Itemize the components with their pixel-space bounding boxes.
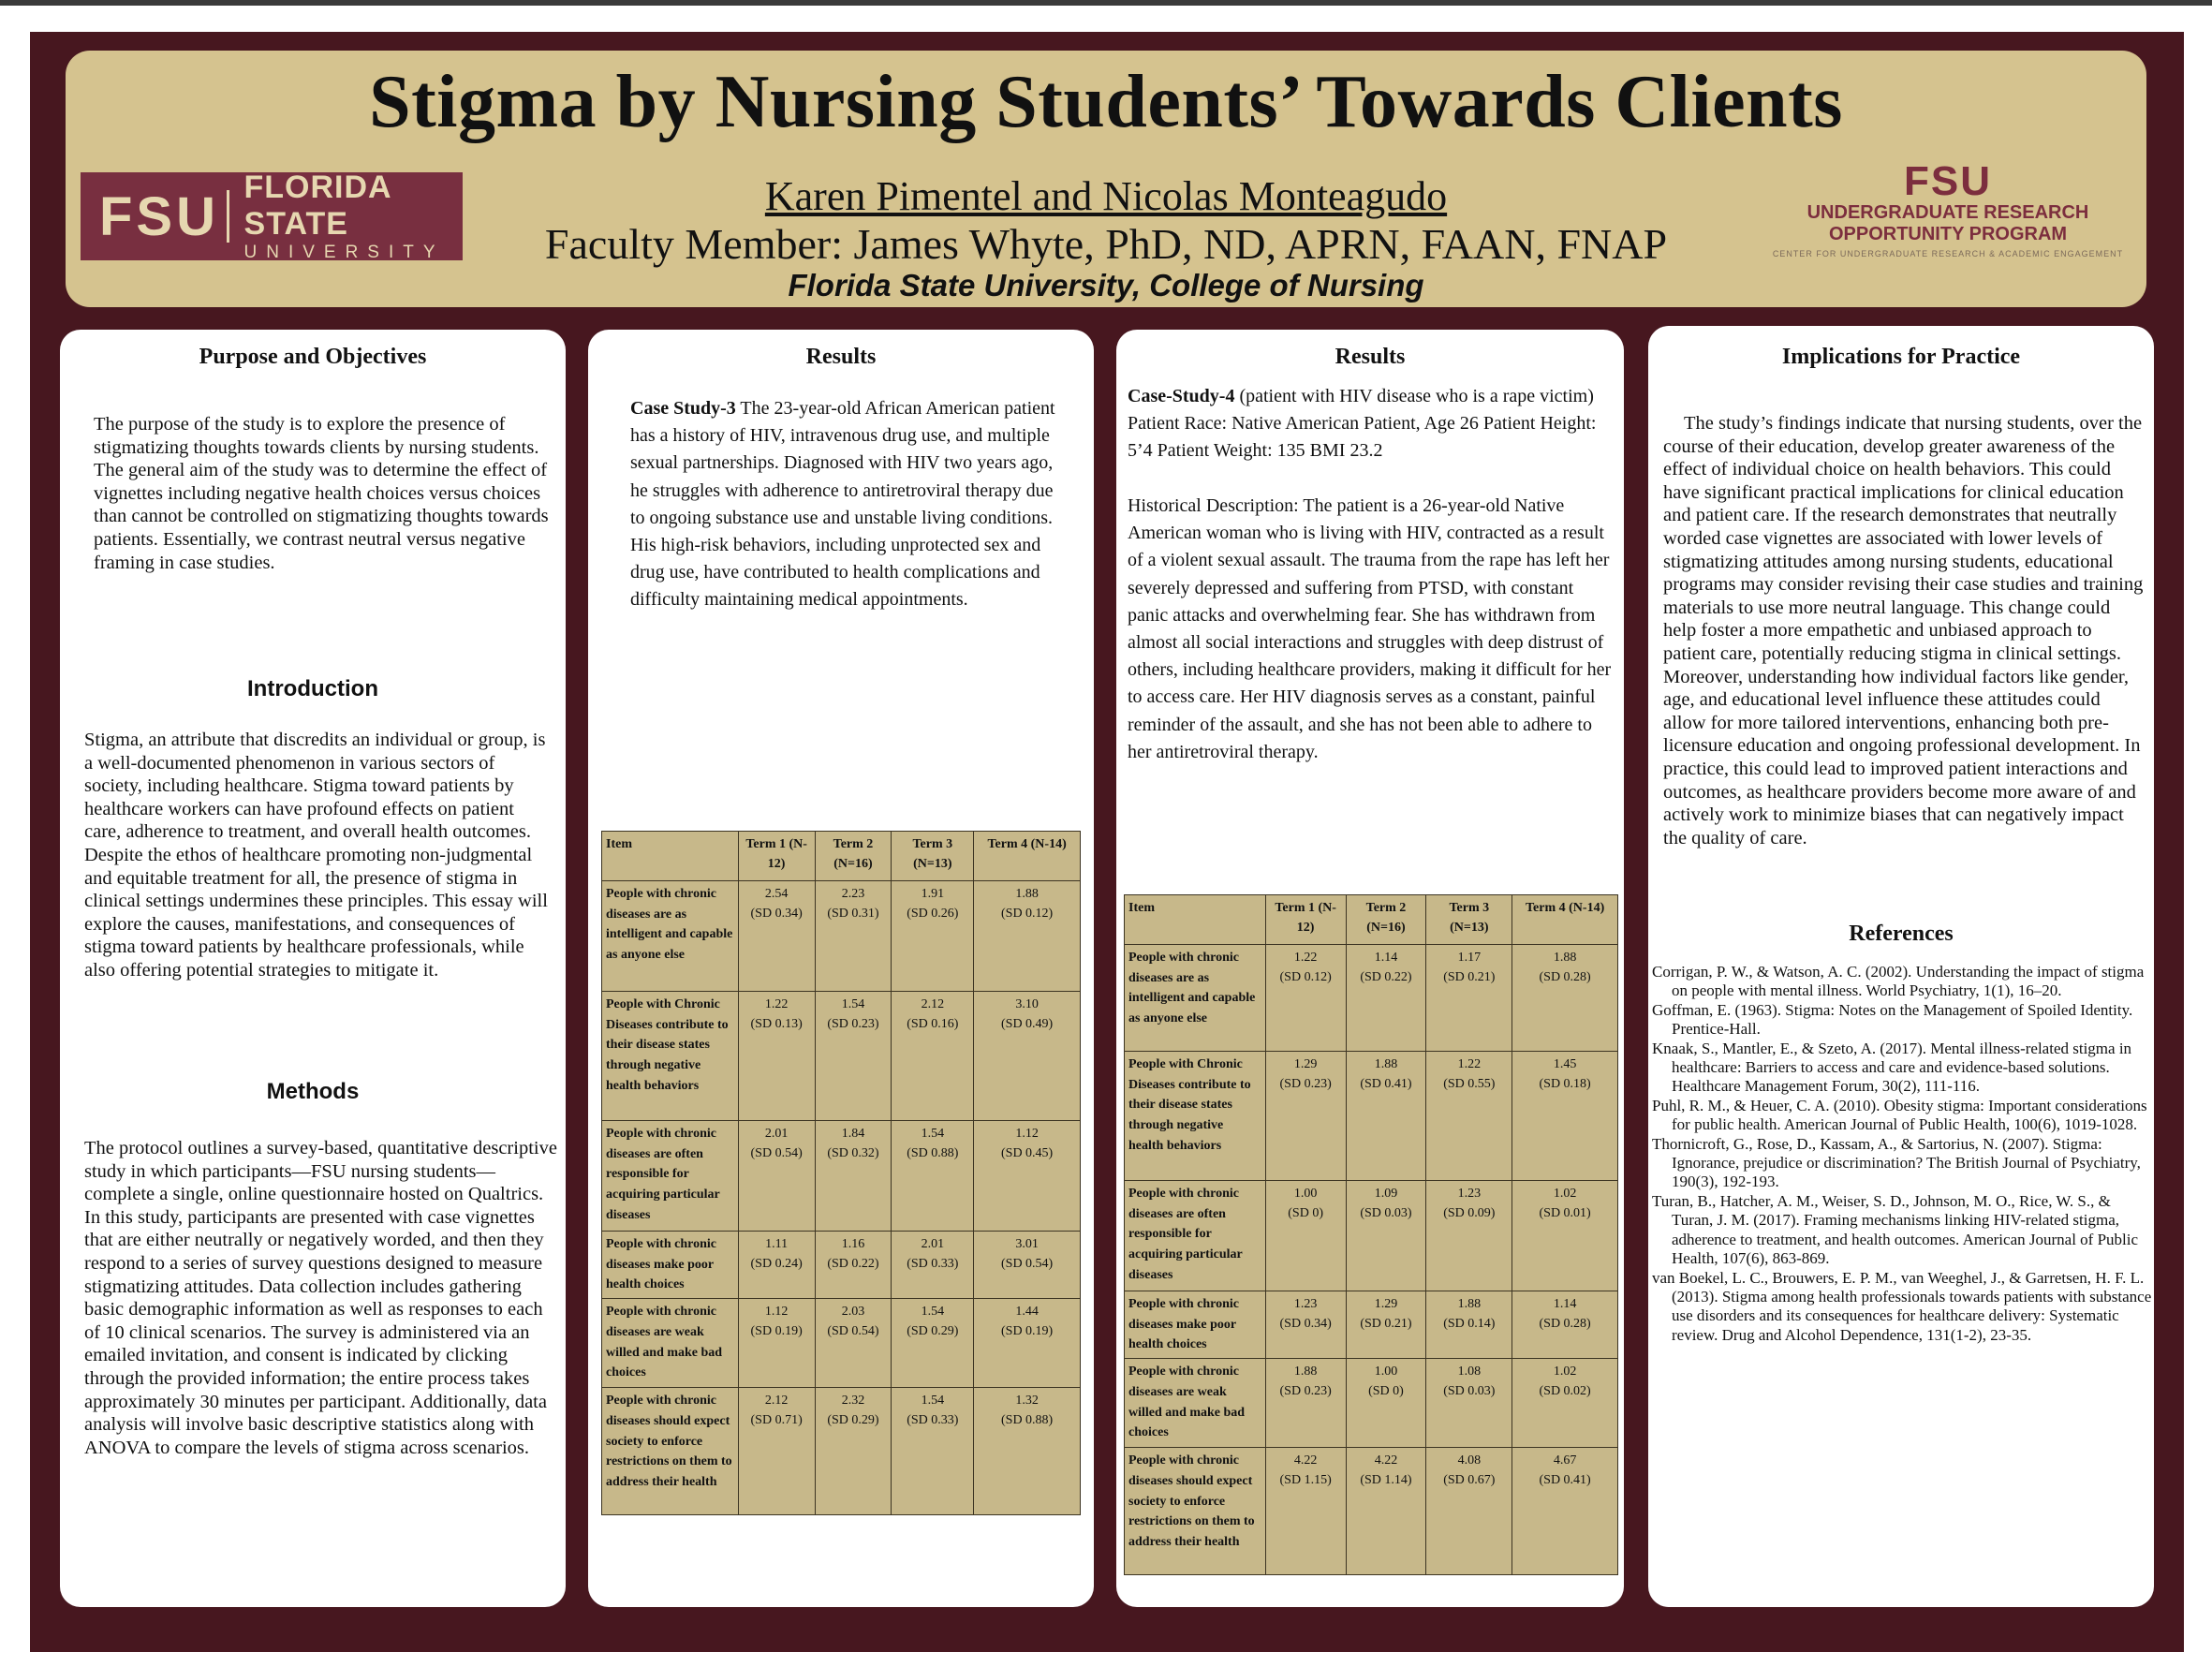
table-value-cell	[1346, 1181, 1426, 1291]
mean-value: 1.12	[1015, 1127, 1039, 1141]
reference-item: Corrigan, P. W., & Watson, A. C. (2002). Understanding the impact of stigma on people with mental illness. World Psychiatry, 1(1), 16–20.	[1652, 963, 2145, 1000]
table-value-cell	[974, 992, 1081, 1121]
table-value-cell	[815, 992, 892, 1121]
reference-item: Puhl, R. M., & Heuer, C. A. (2010). Obesity stigma: Important considerations for public health. American Journal of Public Health, 100(6), 1019-1028.	[1652, 1096, 2147, 1134]
urop-logo-mark: FSU	[1904, 158, 1992, 204]
implications-text: The study’s findings indicate that nursing students, over the course of their education, develop greater awareness of the effect of individual choice on health behaviors. This could have significant practical implications for clinical education and patient care. If the research demonstrates that neutrally worded case vignettes are associated with lower levels of stigmatizing attitudes among nursing students, educational programs may consider revising their case studies and training materials to use more neutral language. This change could help foster a more empathetic and unbiased approach to patient care, potentially reducing stigma in clinical settings. Moreover, understanding how individual factors like gender, age, and educational level influence these attitudes could allow for more tailored interventions, enhancing both pre-licensure education and ongoing professional development. In practice, this could lead to improved patient interactions and outcomes, as healthcare providers become more aware of and actively work to minimize biases that can negatively impact the quality of care.	[1663, 413, 2144, 848]
table-item-cell: People with chronic diseases make poor health choices	[602, 1232, 739, 1299]
case-study-3-text: The 23-year-old African American patient has a history of HIV, intravenous drug use, and multiple sexual partnerships. Diagnosed with HIV two years ago, he struggles with adherence to antiretroviral therapy due to ongoing substance use and unstable living conditions. His high-risk behaviors, including unprotected sex and drug use, have contributed to health complications and difficulty maintaining medical appointments.	[630, 398, 1055, 611]
mean-value: 1.91	[921, 887, 945, 901]
table-value-cell	[738, 1388, 815, 1515]
mean-value: 4.67	[1553, 1453, 1577, 1468]
table-header-row	[1125, 895, 1618, 945]
sd-value: (SD 0.24)	[750, 1257, 803, 1271]
faculty-member: Faculty Member: James Whyte, PhD, ND, APRN, FAAN, FNAP	[544, 220, 1668, 268]
mean-value: 1.54	[841, 997, 865, 1011]
urop-logo	[1751, 158, 2145, 258]
table-value-cell	[974, 1121, 1081, 1232]
mean-value: 1.14	[1374, 951, 1398, 965]
fsu-logo-name: FLORIDA STATE	[243, 170, 391, 242]
mean-value: 1.54	[921, 1394, 945, 1409]
table-item-cell: People with chronic diseases are as intelligent and capable as anyone else	[1125, 945, 1266, 1052]
table-value-cell	[1512, 1052, 1618, 1181]
mean-value: 1.44	[1015, 1305, 1039, 1320]
table-header-cell: Term 2 (N=16)	[1346, 895, 1426, 945]
reference-item: Goffman, E. (1963). Stigma: Notes on the Management of Spoiled Identity. Prentice-Hall.	[1652, 1000, 2133, 1039]
mean-value: 2.23	[841, 887, 865, 901]
results-table-case3	[601, 831, 1081, 1515]
table-value-cell	[1265, 1359, 1346, 1448]
sd-value: (SD 0.28)	[1539, 1317, 1591, 1331]
urop-logo-line3: CENTER FOR UNDERGRADUATE RESEARCH & ACADEMIC ENGAGEMENT	[1772, 249, 2124, 258]
table-value-cell	[815, 1299, 892, 1388]
sd-value: (SD 0.26)	[907, 907, 959, 921]
table-row	[602, 992, 1081, 1121]
mean-value: 1.88	[1015, 887, 1039, 901]
mean-value: 1.22	[1293, 951, 1318, 965]
results-table-case4	[1124, 894, 1618, 1575]
sd-value: (SD 0.09)	[1443, 1206, 1496, 1220]
mean-value: 1.23	[1457, 1187, 1482, 1201]
table-item-cell: People with chronic diseases are weak willed and make bad choices	[602, 1299, 739, 1388]
sd-value: (SD 0.54)	[827, 1324, 879, 1339]
sd-value: (SD 0)	[1288, 1206, 1323, 1220]
sd-value: (SD 0.29)	[827, 1413, 879, 1428]
panel-purpose-intro-methods	[60, 330, 566, 1607]
mean-value: 1.08	[1457, 1365, 1482, 1379]
table-row	[602, 881, 1081, 992]
results-heading: Results	[1335, 345, 1406, 369]
table-value-cell	[738, 881, 815, 992]
mean-value: 1.29	[1293, 1057, 1318, 1071]
table-header-cell: Term 3 (N=13)	[892, 832, 974, 881]
table-row	[1125, 945, 1618, 1052]
mean-value: 1.88	[1457, 1297, 1482, 1311]
table-value-cell	[815, 1232, 892, 1299]
sd-value: (SD 0.54)	[750, 1146, 803, 1160]
table-item-cell: People with chronic diseases are often responsible for acquiring particular diseases	[1125, 1181, 1266, 1291]
table-row	[1125, 1448, 1618, 1575]
table-value-cell	[738, 1121, 815, 1232]
reference-item: Knaak, S., Mantler, E., & Szeto, A. (2017). Mental illness-related stigma in healthcare: Barriers to access and care and evidence-based solutions. Healthcare Management Forum, 30(2), 111-116.	[1652, 1039, 2132, 1096]
references-list	[1652, 963, 2152, 1345]
table-value-cell	[892, 1121, 974, 1232]
methods-text: The protocol outlines a survey‐based, quantitative descriptive study in which participants—FSU nursing students—complete a single, online questionnaire hosted on Qualtrics. In this study, participants are presented with case vignettes that are either neutrally or negatively worded, and then they respond to a series of survey questions designed to measure stigmatizing attitudes. Data collection includes gathering basic demographic information as well as responses to each of 10 clinical scenarios. The survey is administered via an emailed invitation, and consent is indicated by clicking through the provided information; the entire process takes approximately 30 minutes per participant. Additionally, data analysis will involve basic descriptive statistics along with ANOVA to compare the levels of stigma across scenarios.	[84, 1138, 557, 1458]
mean-value: 1.88	[1553, 951, 1577, 965]
sd-value: (SD 0.23)	[1279, 1384, 1332, 1399]
table-row	[1125, 1359, 1618, 1448]
table-row	[602, 1121, 1081, 1232]
table-value-cell	[1512, 945, 1618, 1052]
table-row	[1125, 1181, 1618, 1291]
mean-value: 4.22	[1293, 1453, 1318, 1468]
mean-value: 1.54	[921, 1305, 945, 1320]
panel-results-case3	[588, 330, 1094, 1607]
table-row	[602, 1232, 1081, 1299]
table-value-cell	[892, 1388, 974, 1515]
table-row	[1125, 1291, 1618, 1359]
sd-value: (SD 0.41)	[1360, 1077, 1412, 1091]
table-header-cell: Term 2 (N=16)	[815, 832, 892, 881]
table-item-cell: People with chronic diseases are often responsible for acquiring particular diseases	[602, 1121, 739, 1232]
mean-value: 1.00	[1293, 1187, 1318, 1201]
table-row	[1125, 1052, 1618, 1181]
sd-value: (SD 0.03)	[1443, 1384, 1496, 1399]
sd-value: (SD 0.45)	[1001, 1146, 1054, 1160]
table-value-cell	[1512, 1359, 1618, 1448]
table-header-cell: Term 3 (N=13)	[1426, 895, 1512, 945]
implications-heading: Implications for Practice	[1781, 345, 2021, 369]
table-value-cell	[892, 1232, 974, 1299]
references-heading: References	[1849, 922, 1954, 946]
sd-value: (SD 0.49)	[1001, 1017, 1054, 1031]
urop-logo-line1: UNDERGRADUATE RESEARCH	[1806, 202, 2089, 223]
mean-value: 4.22	[1374, 1453, 1398, 1468]
table-value-cell	[738, 1232, 815, 1299]
table-header-cell: Term 1 (N-12)	[1265, 895, 1346, 945]
sd-value: (SD 0.14)	[1443, 1317, 1496, 1331]
case-study-4	[1128, 383, 1615, 465]
sd-value: (SD 0.33)	[907, 1413, 959, 1428]
mean-value: 1.45	[1553, 1057, 1577, 1071]
introduction-text: Stigma, an attribute that discredits an individual or group, is a well-documented phenomenon in various sectors of society, including healthcare. Stigma toward patients by healthcare workers can have profound effects on patient care, adherence to treatment, and overall health outcomes. Despite the ethos of healthcare promoting non-judgmental and equitable treatment for all, the presence of stigma in clinical settings undermines these principles. This essay will explore the causes, manifestations, and consequences of stigma toward patients by healthcare professionals, while also offering potential strategies to mitigate it.	[84, 730, 548, 981]
purpose-text: The purpose of the study is to explore the presence of stigmatizing thoughts towards clients by nursing students. The general aim of the study was to determine the effect of vignettes including negative health choices versus choices than cannot be controlled on stigmatizing thoughts towards patients. Essentially, we contrast neutral versus negative framing in case studies.	[94, 414, 549, 573]
table-value-cell	[1346, 1359, 1426, 1448]
sd-value: (SD 0.71)	[750, 1413, 803, 1428]
table-item-cell: People with chronic diseases should expect society to enforce restrictions on them to address their health	[1125, 1448, 1266, 1575]
fsu-logo-sub: UNIVERSITY	[243, 243, 445, 262]
mean-value: 1.84	[841, 1127, 865, 1141]
college-name: Florida State University, College of Nursing	[788, 268, 1424, 302]
table-value-cell	[815, 1388, 892, 1515]
poster-header	[66, 51, 2146, 307]
table-value-cell	[974, 1299, 1081, 1388]
authors: Karen Pimentel and Nicolas Monteagudo	[764, 173, 1448, 219]
mean-value: 2.01	[764, 1127, 789, 1141]
mean-value: 1.02	[1553, 1365, 1577, 1379]
sd-value: (SD 0.16)	[907, 1017, 959, 1031]
table-value-cell	[1265, 1291, 1346, 1359]
sd-value: (SD 0.01)	[1539, 1206, 1591, 1220]
fsu-logo-mark: FSU	[99, 185, 219, 247]
table-item-cell: People with Chronic Diseases contribute to their disease states through negative health behaviors	[1125, 1052, 1266, 1181]
mean-value: 2.54	[764, 887, 789, 901]
table-value-cell	[1265, 945, 1346, 1052]
sd-value: (SD 0.67)	[1443, 1473, 1496, 1488]
sd-value: (SD 0.55)	[1443, 1077, 1496, 1091]
table-row	[602, 1388, 1081, 1515]
table-item-cell: People with chronic diseases should expect society to enforce restrictions on them to address their health	[602, 1388, 739, 1515]
mean-value: 1.09	[1374, 1187, 1398, 1201]
mean-value: 2.01	[921, 1237, 945, 1251]
table-value-cell	[1512, 1181, 1618, 1291]
table-value-cell	[892, 992, 974, 1121]
table-header-cell: Item	[602, 832, 739, 881]
sd-value: (SD 0.22)	[1360, 970, 1412, 984]
mean-value: 1.23	[1293, 1297, 1318, 1311]
table-value-cell	[815, 1121, 892, 1232]
mean-value: 1.02	[1553, 1187, 1577, 1201]
poster-title: Stigma by Nursing Students’ Towards Clients	[369, 61, 1843, 143]
mean-value: 1.16	[841, 1237, 865, 1251]
table-value-cell	[1426, 1291, 1512, 1359]
mean-value: 2.32	[841, 1394, 865, 1409]
sd-value: (SD 0.29)	[907, 1324, 959, 1339]
sd-value: (SD 0.12)	[1001, 907, 1054, 921]
sd-value: (SD 0.19)	[750, 1324, 803, 1339]
case-study-3-label: Case Study-3	[630, 398, 736, 419]
mean-value: 4.08	[1457, 1453, 1482, 1468]
sd-value: (SD 0.88)	[1001, 1413, 1054, 1428]
table-row	[602, 1299, 1081, 1388]
case-study-4-label: Case-Study-4	[1128, 386, 1235, 406]
sd-value: (SD 0.41)	[1539, 1473, 1591, 1488]
purpose-heading: Purpose and Objectives	[199, 345, 427, 369]
introduction-heading: Introduction	[247, 676, 378, 701]
mean-value: 1.32	[1015, 1394, 1039, 1409]
mean-value: 1.00	[1374, 1365, 1398, 1379]
sd-value: (SD 0.23)	[827, 1017, 879, 1031]
sd-value: (SD 0.54)	[1001, 1257, 1054, 1271]
table-value-cell	[1265, 1181, 1346, 1291]
mean-value: 1.12	[764, 1305, 789, 1320]
sd-value: (SD 0.21)	[1360, 1317, 1412, 1331]
sd-value: (SD 0.28)	[1539, 970, 1591, 984]
sd-value: (SD 0.32)	[827, 1146, 879, 1160]
table-header-cell: Item	[1125, 895, 1266, 945]
table-item-cell: People with chronic diseases are weak willed and make bad choices	[1125, 1359, 1266, 1448]
mean-value: 1.88	[1293, 1365, 1318, 1379]
table-value-cell	[1426, 1359, 1512, 1448]
reference-item: van Boekel, L. C., Brouwers, E. P. M., van Weeghel, J., & Garretsen, H. F. L. (2013). Stigma among health professionals towards patients with substance use disorders and its consequences for healthcare delivery: Systematic review. Drug and Alcohol Dependence, 131(1-2), 23-35.	[1652, 1268, 2152, 1344]
table-header-cell: Term 4 (N-14)	[1512, 895, 1618, 945]
table-value-cell	[738, 1299, 815, 1388]
results-heading: Results	[805, 345, 877, 369]
mean-value: 3.01	[1015, 1237, 1039, 1251]
sd-value: (SD 0.03)	[1360, 1206, 1412, 1220]
sd-value: (SD 0.34)	[1279, 1317, 1332, 1331]
mean-value: 1.17	[1457, 951, 1482, 965]
sd-value: (SD 0.13)	[750, 1017, 803, 1031]
table-value-cell	[1346, 945, 1426, 1052]
mean-value: 1.14	[1553, 1297, 1577, 1311]
mean-value: 3.10	[1015, 997, 1039, 1011]
sd-value: (SD 0.21)	[1443, 970, 1496, 984]
sd-value: (SD 1.14)	[1360, 1473, 1412, 1488]
sd-value: (SD 0.19)	[1001, 1324, 1054, 1339]
table-value-cell	[1512, 1291, 1618, 1359]
sd-value: (SD 0.23)	[1279, 1077, 1332, 1091]
case-study-4-history: Historical Description: The patient is a 26-year-old Native American woman who is living with HIV, contracted as a result of a violent sexual assault. The trauma from the rape has left her severely depressed and suffering from PTSD, with constant panic attacks and overwhelming fear. She has withdrawn from almost all social interactions and struggles with deep distrust of others, including healthcare providers, making it difficult for her to access care. Her HIV diagnosis serves as a constant, painful reminder of the assault, and she has not been able to adhere to her antiretroviral therapy.	[1128, 495, 1612, 762]
mean-value: 1.22	[1457, 1057, 1482, 1071]
sd-value: (SD 0.18)	[1539, 1077, 1591, 1091]
table-item-cell: People with Chronic Diseases contribute to their disease states through negative health behaviors	[602, 992, 739, 1121]
table-item-cell: People with chronic diseases are as intelligent and capable as anyone else	[602, 881, 739, 992]
mean-value: 1.88	[1374, 1057, 1398, 1071]
table-value-cell	[892, 881, 974, 992]
sd-value: (SD 0.02)	[1539, 1384, 1591, 1399]
mean-value: 2.12	[921, 997, 945, 1011]
table-value-cell	[974, 881, 1081, 992]
table-value-cell	[1265, 1052, 1346, 1181]
table-header-row	[602, 832, 1081, 881]
table-value-cell	[1346, 1448, 1426, 1575]
table-value-cell	[1512, 1448, 1618, 1575]
table-value-cell	[1426, 945, 1512, 1052]
methods-heading: Methods	[266, 1079, 360, 1104]
reference-item: Thornicroft, G., Rose, D., Kassam, A., & Sartorius, N. (2007). Stigma: Ignorance, prejudice or discrimination? The British Journal of Psychiatry, 190(3), 192-193.	[1652, 1134, 2141, 1191]
table-header-cell: Term 1 (N-12)	[738, 832, 815, 881]
panel-results-case4	[1116, 330, 1624, 1607]
table-value-cell	[974, 1232, 1081, 1299]
table-item-cell: People with chronic diseases make poor health choices	[1125, 1291, 1266, 1359]
table-value-cell	[815, 881, 892, 992]
mean-value: 1.22	[764, 997, 789, 1011]
panel-implications-references	[1648, 326, 2154, 1607]
reference-item: Turan, B., Hatcher, A. M., Weiser, S. D., Johnson, M. O., Rice, W. S., & Turan, J. M. (2017). Framing mechanisms linking HIV-related stigma, adherence to treatment, and health outcomes. American Journal of Public Health, 107(6), 863-869.	[1652, 1191, 2139, 1268]
table-header-cell: Term 4 (N-14)	[974, 832, 1081, 881]
table-value-cell	[1346, 1052, 1426, 1181]
case-study-4-text: (patient with HIV disease who is a rape victim) Patient Race: Native American Patient, Age 26 Patient Height: 5’4 Patient Weight: 135 BMI 23.2	[1128, 386, 1597, 462]
mean-value: 1.54	[921, 1127, 945, 1141]
sd-value: (SD 0.88)	[907, 1146, 959, 1160]
top-border	[0, 0, 2212, 6]
table-value-cell	[974, 1388, 1081, 1515]
table-value-cell	[738, 992, 815, 1121]
urop-logo-line2: OPPORTUNITY PROGRAM	[1828, 224, 2068, 244]
mean-value: 1.29	[1374, 1297, 1398, 1311]
sd-value: (SD 0.12)	[1279, 970, 1332, 984]
sd-value: (SD 1.15)	[1279, 1473, 1332, 1488]
mean-value: 1.11	[765, 1237, 789, 1251]
sd-value: (SD 0.34)	[750, 907, 803, 921]
table-value-cell	[1346, 1291, 1426, 1359]
mean-value: 2.03	[841, 1305, 865, 1320]
sd-value: (SD 0.22)	[827, 1257, 879, 1271]
table-value-cell	[1426, 1052, 1512, 1181]
table-value-cell	[1265, 1448, 1346, 1575]
mean-value: 2.12	[764, 1394, 789, 1409]
sd-value: (SD 0.33)	[907, 1257, 959, 1271]
case-study-3	[630, 395, 1061, 614]
table-value-cell	[1426, 1448, 1512, 1575]
sd-value: (SD 0)	[1368, 1384, 1404, 1399]
table-value-cell	[892, 1299, 974, 1388]
sd-value: (SD 0.31)	[827, 907, 879, 921]
table-value-cell	[1426, 1181, 1512, 1291]
